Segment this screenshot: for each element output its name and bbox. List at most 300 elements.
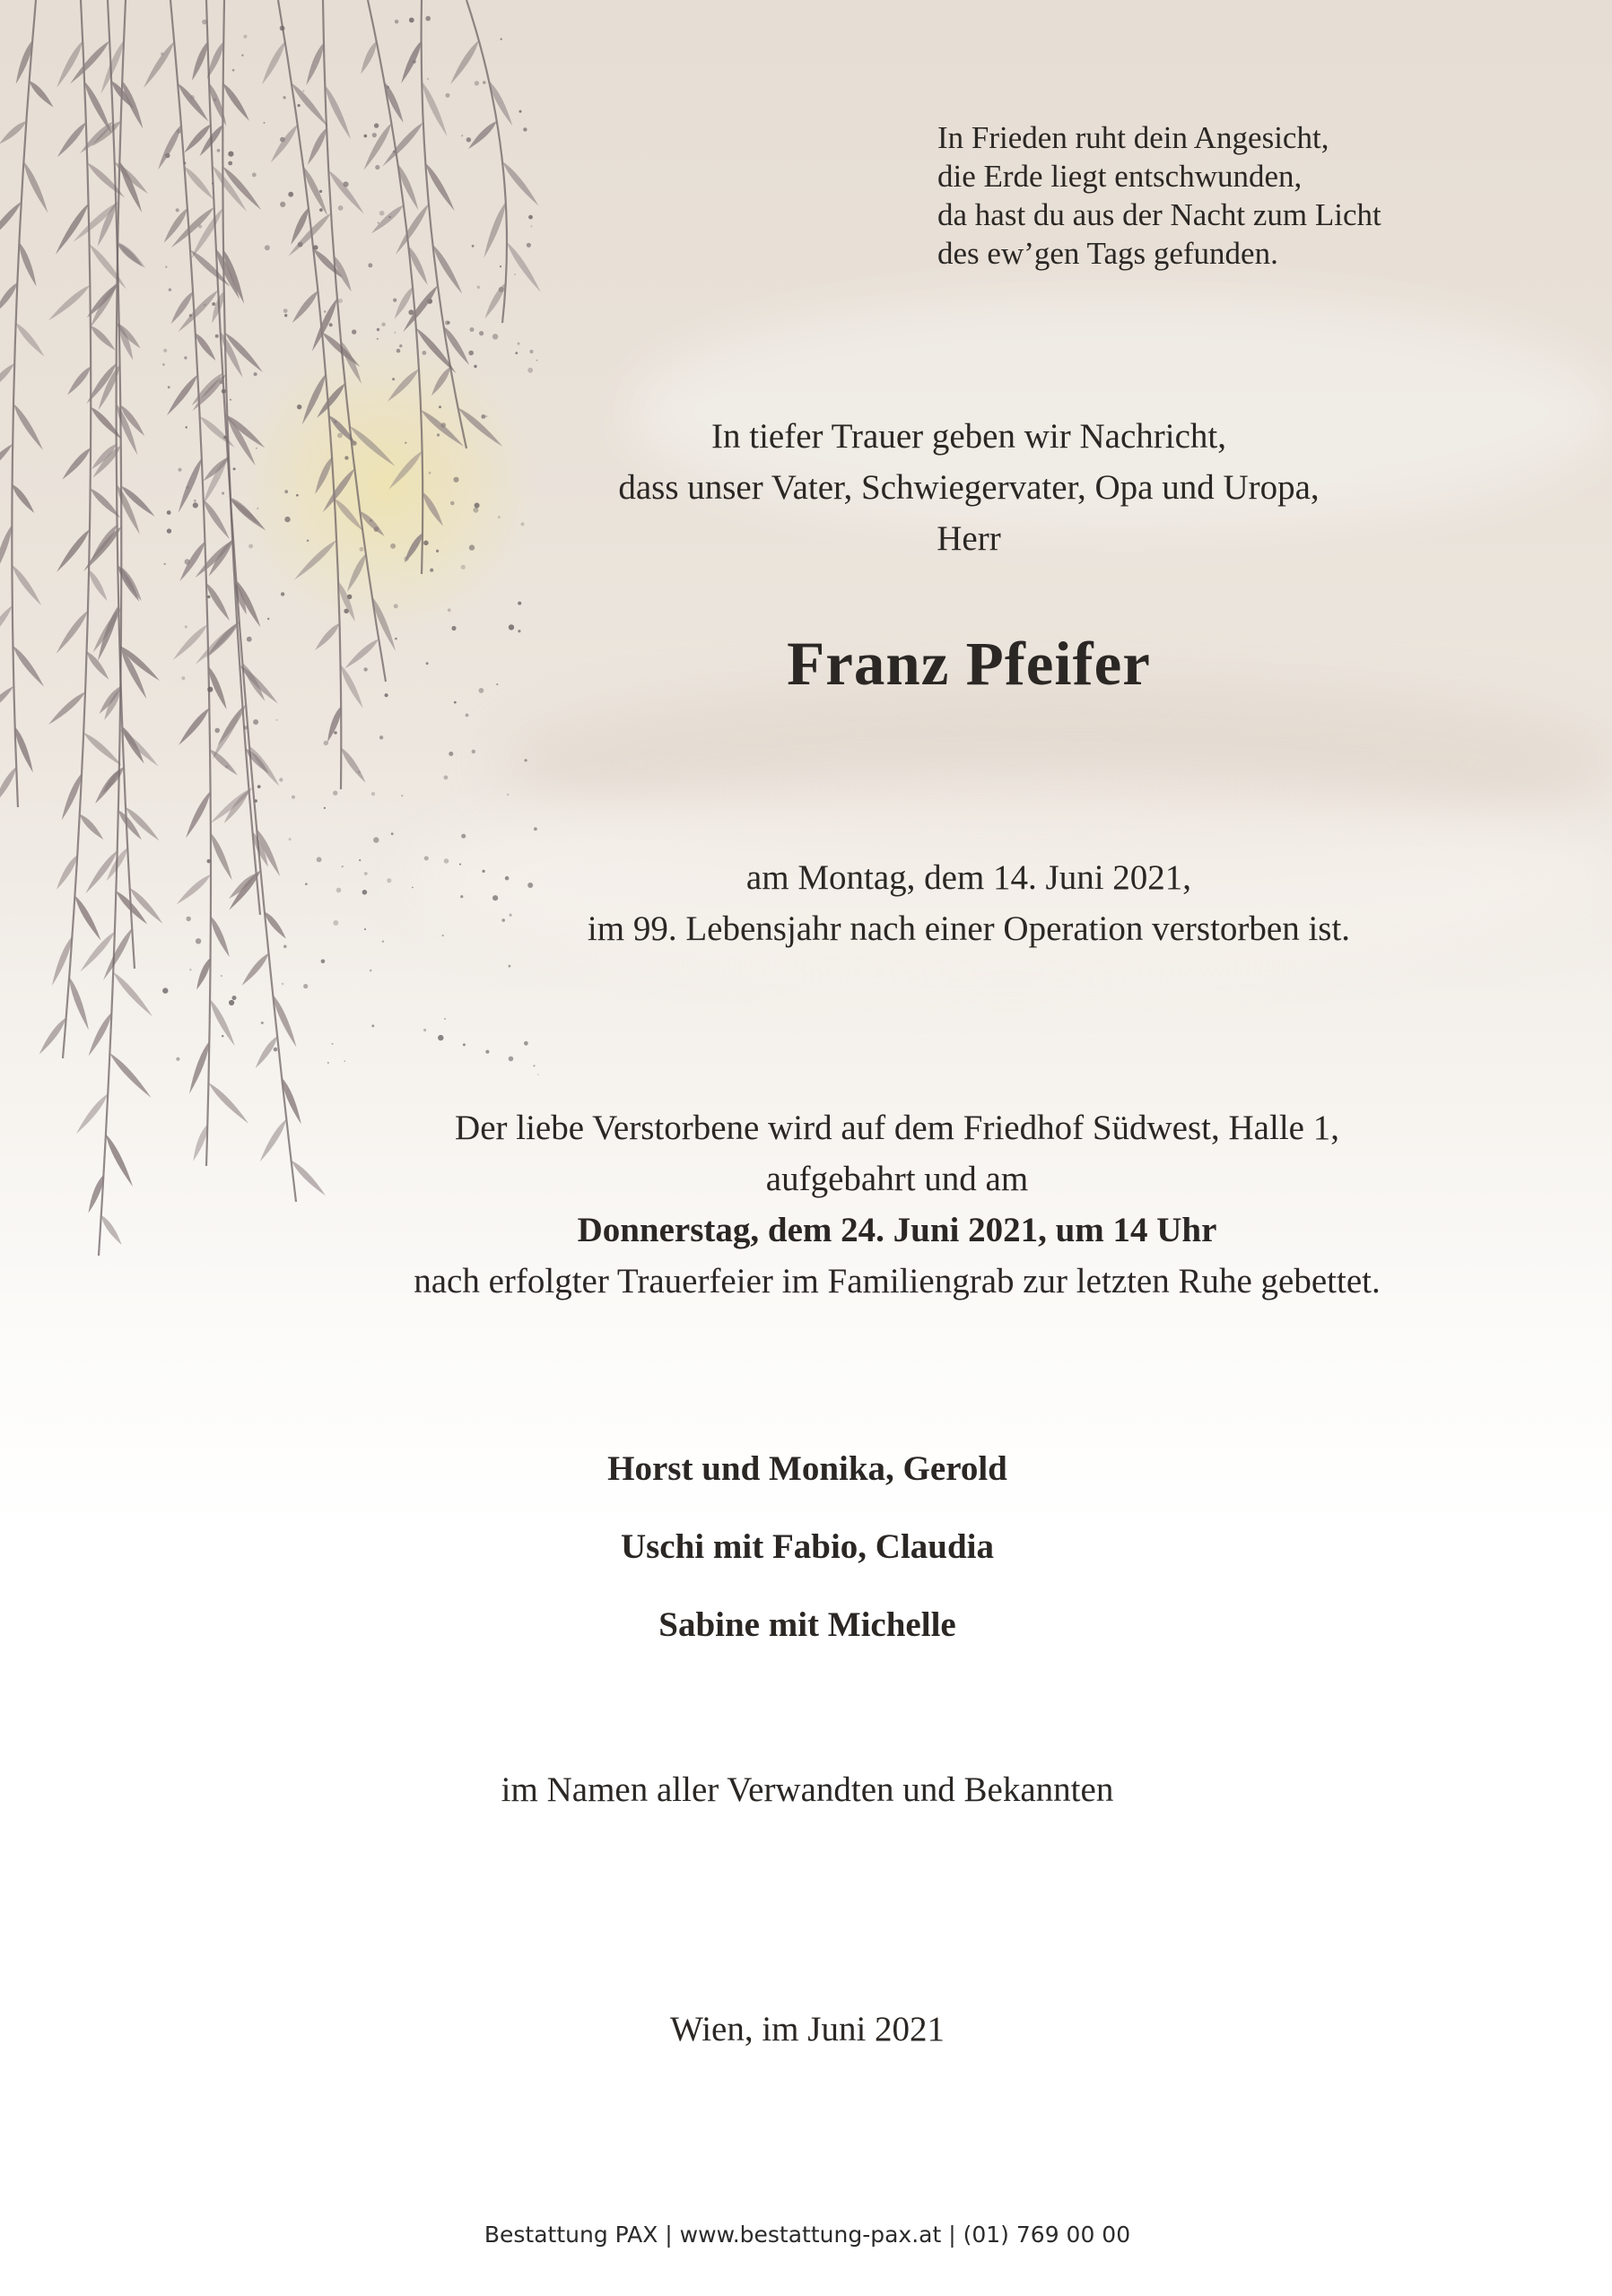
willow-leaf [208,785,256,826]
announcement-line: dass unser Vater, Schwiegervater, Opa und Uropa, [618,468,1320,507]
willow-leaf [177,540,207,583]
ink-dot [537,1074,539,1075]
ink-dot [321,960,326,964]
ink-dot [461,565,466,570]
willow-branches [0,0,544,1256]
willow-leaf [21,161,50,214]
willow-leaf [99,1213,125,1247]
ink-dot [453,477,458,483]
ink-dot [362,890,368,895]
ink-dot [373,837,379,842]
ink-dot [163,349,167,352]
ink-dot [446,93,450,98]
ink-dot [319,190,322,193]
ink-dot [363,667,367,671]
ink-dot [518,602,521,605]
ink-dot [536,360,538,361]
ink-dot [215,335,219,338]
ink-dot [342,865,344,867]
ink-dot [377,338,379,340]
ink-dot [264,122,266,124]
place-date: Wien, im Juni 2021 [669,2010,945,2048]
willow-leaf [27,79,56,109]
ink-dot [424,857,429,861]
ink-dot [248,544,253,549]
ink-dot [390,544,396,549]
ink-dot [436,550,439,552]
willow-leaf [155,124,184,171]
willow-leaf [207,998,238,1048]
ink-dot [352,329,356,334]
ink-dot [283,309,288,313]
willow-leaf [119,80,146,130]
ink-dot [448,608,451,612]
willow-leaf [358,39,379,75]
ink-dot [405,442,406,444]
ink-dot [333,920,338,926]
ink-dot [381,323,385,326]
ink-dot [371,1024,374,1027]
ink-dot [518,343,520,345]
announcement-line: Herr [937,519,1001,558]
ink-dot [207,596,210,598]
ink-dot [222,1035,223,1037]
willow-leaf [91,443,124,479]
willow-leaf [86,569,109,603]
ink-dot [284,517,290,522]
ink-dot [533,1065,535,1066]
willow-leaf [88,324,118,353]
death-line: im 99. Lebensjahr nach einer Operation verstorben ist. [587,909,1351,948]
ink-dot [289,838,292,840]
ink-dot [387,878,391,883]
ink-dot [305,883,308,885]
funeral-home-footer: Bestattung PAX | www.bestattung-pax.at | (01) 769 00 00 [484,2222,1131,2248]
willow-leaf [72,894,103,943]
ink-dot [307,540,309,543]
ink-dot [214,728,220,734]
willow-leaf [108,1051,153,1100]
ink-dot [401,795,403,796]
ink-dot [165,266,167,268]
ink-dot [466,714,469,718]
ink-dot [477,286,480,289]
willow-leaf [115,240,144,269]
ink-dot [243,35,247,39]
ink-dot [438,1035,443,1040]
family-note: im Namen aller Verwandten und Bekannten [501,1770,1114,1809]
ink-dot [228,161,232,166]
ink-dot [252,173,257,178]
ink-dot [184,356,187,359]
ink-dot [176,208,179,212]
willow-leaf [301,165,331,217]
willow-leaf [257,1118,290,1163]
ink-dot [396,349,401,353]
willow-leaf [486,79,516,127]
ink-dot [221,975,222,977]
willow-leaf [103,1133,135,1188]
ink-dot [519,110,522,113]
willow-leaf [208,831,235,882]
willow-leaf [400,283,440,334]
willow-leaf [82,730,124,768]
ink-dot [337,433,343,439]
ink-dot [485,1050,489,1054]
ink-dot [492,334,498,339]
ink-dot [444,1018,446,1020]
ink-dot [483,81,486,84]
willow-leaf [13,39,35,85]
ink-dot [444,776,449,780]
ink-dot [515,352,518,354]
willow-leaf [11,402,46,452]
ink-dot [378,222,379,224]
ink-dot [186,426,187,428]
willow-leaf [206,537,236,578]
announcement [466,411,1471,564]
willow-leaf [164,373,200,418]
ink-dot [253,719,258,725]
ink-dot [193,502,198,508]
willow-leaf [189,370,225,407]
ink-dot [247,637,252,642]
mourner-line: Horst und Monika, Gerold [607,1449,1007,1488]
ink-dot [194,500,196,502]
ink-dot [276,719,278,721]
willow-leaf [11,644,47,689]
ink-dot [298,104,301,107]
willow-leaf [16,241,39,288]
willow-leaf [405,245,431,287]
willow-leaf [74,1091,110,1135]
ink-dot [292,796,295,799]
ink-dot [527,368,533,373]
ink-dot [257,785,261,788]
ink-dot [528,215,533,220]
ink-dot [179,468,182,472]
ink-dot [274,1048,278,1052]
ink-dot [382,941,384,943]
ink-dot [324,310,327,313]
verse-line: die Erde liegt entschwunden, [937,159,1303,194]
willow-leaf [221,82,252,123]
ink-dot [228,152,233,157]
ink-dot [399,344,402,347]
ink-dot [525,759,527,761]
funeral-burial-line: nach erfolgter Trauerfeier im Familiengrab zur letzten Ruhe gebettet. [414,1262,1381,1300]
ink-dot [379,735,383,739]
ink-dot [181,676,185,680]
ink-dot [344,1060,345,1062]
ink-dot [472,750,475,753]
ink-dot [468,351,474,356]
death-notice [466,852,1471,954]
announcement-line: In tiefer Trauer geben wir Nachricht, [711,417,1226,456]
ink-dot [454,701,457,704]
mourners-list [449,1430,1166,1664]
ink-dot [459,864,461,865]
willow-leaf [84,649,111,682]
ink-dot [375,165,379,170]
willow-leaf [268,123,301,164]
ink-dot [196,938,201,944]
ink-dot [429,472,431,474]
ink-dot [527,243,531,248]
ink-dot [162,987,168,993]
ink-dot [391,832,394,835]
willow-leaf [370,203,405,236]
ink-dot [254,372,257,376]
willow-leaf [77,812,106,841]
willow-leaf [141,39,177,90]
willow-leaf [305,126,329,167]
ink-dot [185,625,187,628]
willow-leaf [92,768,122,805]
ink-dot [282,983,284,986]
ink-dot [445,320,449,325]
ink-dot [329,323,333,326]
ink-dot [437,433,440,436]
ink-dot [523,127,527,131]
ink-dot [394,604,398,608]
ink-dot [176,1057,179,1061]
ink-dot [261,1022,264,1024]
willow-leaf [183,789,213,839]
ink-dot [281,592,284,596]
ink-dot [442,935,444,936]
ink-dot [331,1043,333,1045]
willow-leaf [240,952,271,988]
willow-leaf [381,81,406,124]
ink-dot [474,365,476,368]
verse-line: In Frieden ruht dein Angesicht, [937,120,1329,155]
ink-dot [509,1057,514,1062]
ink-dot [395,638,397,640]
ink-dot [394,332,396,334]
ink-dot [461,135,463,136]
verse [937,118,1381,273]
willow-leaf [343,637,381,671]
ink-dot [475,81,479,85]
ink-dot [336,888,342,893]
ink-dot [531,225,533,227]
willow-branch [12,0,36,807]
mourner-line: Uschi mit Fabio, Claudia [620,1527,995,1566]
willow-leaf [118,566,144,603]
ink-dot [372,133,377,137]
ink-dot [167,510,171,515]
willow-leaf [60,446,93,482]
ink-dot [359,859,361,861]
ink-dot [364,135,368,138]
ink-dot [466,137,471,142]
ink-dot [327,1062,329,1064]
funeral-details [296,1102,1498,1307]
ink-dot [229,1000,234,1005]
ink-dot [379,211,385,216]
ink-dot [450,501,455,506]
ink-dot [364,928,366,930]
verse-line: des ew’gen Tags gefunden. [937,236,1278,271]
ink-dot [267,618,269,620]
ink-dot [426,662,429,665]
willow-leaf [253,1034,280,1070]
willow-leaf [47,690,88,727]
ink-dot [167,528,171,533]
ink-dot [393,299,396,302]
willow-leaf [10,483,37,515]
ink-dot [449,752,453,756]
ink-dot [284,490,288,493]
ink-dot [319,208,323,212]
ink-dot [530,350,534,353]
ink-dot [302,91,304,92]
deceased-name: Franz Pfeifer [787,630,1151,698]
ink-dot [501,39,502,40]
funeral-location-line: Der liebe Verstorbene wird auf dem Friedhof Südwest, Halle 1, [455,1109,1339,1147]
willow-leaf [303,41,327,86]
ink-dot [212,302,215,306]
ink-dot [460,895,463,898]
ink-dot [256,448,257,449]
ink-dot [392,378,395,380]
ink-dot [385,693,388,697]
ink-dot [232,69,235,72]
ink-dot [377,328,379,331]
willow-leaf [54,39,85,90]
ink-dot [534,827,537,831]
ink-dot [461,834,466,839]
ink-dot [333,791,337,796]
ink-dot [297,404,301,409]
ink-dot [423,351,427,355]
willow-leaf [47,283,92,323]
ink-dot [334,731,337,735]
ink-dot [283,945,287,949]
ink-dot [169,288,171,291]
willow-leaf [327,169,367,216]
willow-leaf [55,120,88,159]
ink-dot [230,399,231,401]
willow-leaf [94,201,118,248]
ink-dot [162,363,165,366]
willow-leaf [208,747,240,778]
willow-leaf [504,240,544,294]
ink-dot [364,872,368,875]
ink-dot [222,492,224,495]
willow-leaf [481,201,509,259]
ink-dot [451,626,456,631]
willow-leaf [175,457,205,514]
ink-dot [509,965,511,968]
death-line: am Montag, dem 14. Juni 2021, [745,858,1192,897]
ink-dot [338,205,344,211]
ink-dot [425,16,431,22]
ink-dot [470,327,475,332]
ink-dot [344,456,348,459]
willow-leaf [161,206,190,245]
ink-dot [423,1029,426,1031]
ink-dot [284,314,287,317]
ink-dot [472,245,475,248]
ink-dot [324,807,326,809]
ink-dot [257,508,258,509]
willow-leaf [100,926,135,981]
ink-dot [507,794,509,796]
willow-leaf [111,970,155,1019]
willow-leaf [259,40,288,86]
verse-line: da hast du aus der Nacht zum Licht [937,197,1381,232]
ink-dot [423,541,429,546]
ink-dot [444,858,449,864]
ink-dot [279,778,283,781]
ink-dot [164,563,166,565]
ink-dot [338,299,343,303]
willow-leaf [118,643,161,683]
ink-dot [187,917,191,921]
ink-dot [430,569,433,572]
willow-leaf [54,609,91,656]
ink-dot [412,887,414,889]
willow-leaf [338,746,368,785]
ink-dot [463,1043,466,1046]
willow-leaf [398,39,424,84]
ink-dot [168,386,170,388]
funeral-date-line: Donnerstag, dem 24. Juni 2021, um 14 Uhr [577,1211,1217,1249]
willow-leaf [65,364,92,396]
funeral-laid-out-line: aufgebahrt und am [765,1160,1029,1198]
willow-leaf [176,706,212,747]
ink-dot [317,857,322,863]
willow-leaf [361,121,394,171]
mourner-line: Sabine mit Michelle [658,1605,956,1644]
willow-leaf [290,289,320,325]
willow-leaf [204,620,241,660]
ink-dot [233,467,236,470]
ink-dot [283,96,285,99]
ink-dot [368,263,372,267]
ink-dot [241,55,243,57]
ink-dot [288,192,293,197]
willow-leaf [395,162,421,211]
willow-leaf [466,118,499,151]
ink-dot [514,274,516,275]
ink-dot [439,405,441,408]
willow-leaf [66,976,91,1031]
ink-dot [479,331,484,335]
ink-dot [303,984,308,988]
willow-leaf [206,1081,251,1126]
willow-leaf [448,39,482,86]
willow-leaf [392,285,415,320]
ink-dot [427,78,429,80]
ink-dot [524,1041,528,1046]
ink-dot [395,20,399,24]
willow-leaf [182,122,213,155]
willow-leaf [13,321,47,359]
ink-dot [217,149,221,152]
willow-leaf [10,563,44,607]
ink-dot [374,123,379,127]
ink-dot [265,245,270,250]
ink-dot [296,494,299,497]
ink-dot [360,547,364,552]
ink-dot [370,970,372,972]
willow-leaf [174,872,213,907]
ink-dot [280,202,285,207]
ink-dot [409,18,414,23]
